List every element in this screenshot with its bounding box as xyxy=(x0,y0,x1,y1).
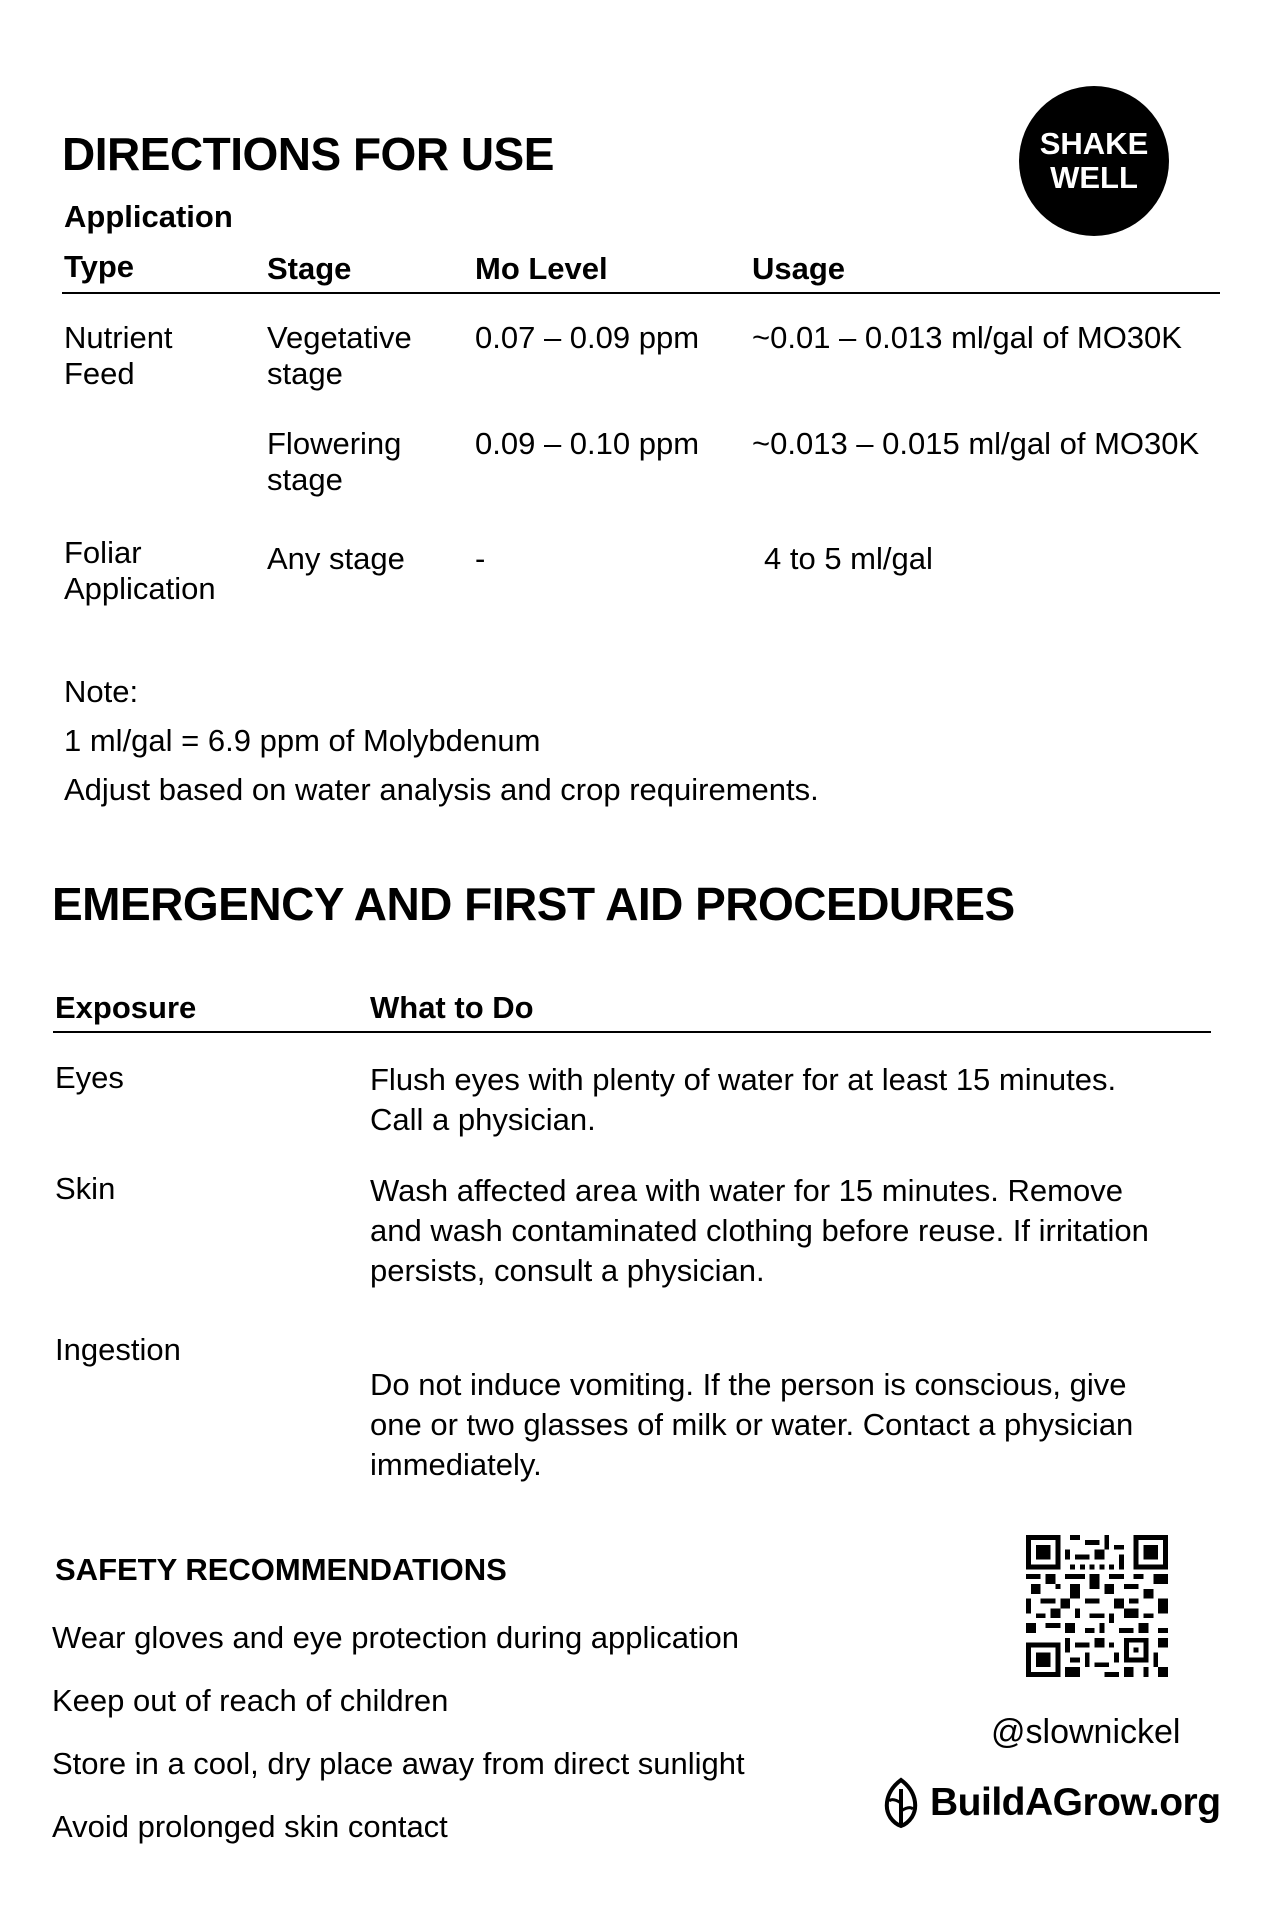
header-what-to-do: What to Do xyxy=(370,990,534,1025)
header-stage: Stage xyxy=(267,251,352,286)
dir-row-3-type-line2: Application xyxy=(64,571,216,606)
skin-line-1: Wash affected area with water for 15 minutes. Remove xyxy=(370,1173,1123,1208)
ingestion-instructions xyxy=(370,1365,1133,1485)
social-handle[interactable]: @slownickel xyxy=(991,1713,1181,1751)
dir-row-3-usage: 4 to 5 ml/gal xyxy=(764,541,933,576)
brand-logo[interactable] xyxy=(880,1777,1221,1829)
eyes-line-1: Flush eyes with plenty of water for at least 15 minutes. xyxy=(370,1062,1117,1097)
header-mo-level: Mo Level xyxy=(475,251,608,286)
dir-row-2-stage-line1: Flowering xyxy=(267,426,402,461)
ingestion-line-1: Do not induce vomiting. If the person is conscious, give xyxy=(370,1367,1127,1402)
safety-item-4: Avoid prolonged skin contact xyxy=(52,1809,448,1844)
brand-name: BuildAGrow.org xyxy=(930,1781,1221,1824)
dir-row-1-stage-line2: stage xyxy=(267,356,343,391)
dir-row-1-type-line2: Feed xyxy=(64,356,135,391)
exposure-ingestion: Ingestion xyxy=(55,1332,181,1367)
header-type-line1: Application xyxy=(64,199,233,234)
safety-item-3: Store in a cool, dry place away from direct sunlight xyxy=(52,1746,745,1781)
dir-row-1-type-line1: Nutrient xyxy=(64,320,173,355)
note-line-2: Adjust based on water analysis and crop requirements. xyxy=(64,772,819,807)
dir-row-3-mo-level: - xyxy=(475,541,486,576)
exposure-skin: Skin xyxy=(55,1171,116,1206)
dir-row-1-stage xyxy=(267,320,412,392)
dir-row-2-stage xyxy=(267,426,401,498)
eyes-line-2: Call a physician. xyxy=(370,1102,596,1137)
header-exposure: Exposure xyxy=(55,990,197,1025)
safety-title: SAFETY RECOMMENDATIONS xyxy=(55,1552,507,1587)
note-line-1: 1 ml/gal = 6.9 ppm of Molybdenum xyxy=(64,723,541,758)
exposure-eyes: Eyes xyxy=(55,1060,124,1095)
dir-row-3-type xyxy=(64,535,216,607)
qr-code[interactable] xyxy=(1026,1535,1168,1677)
directions-title: DIRECTIONS FOR USE xyxy=(62,128,554,180)
emergency-title: EMERGENCY AND FIRST AID PROCEDURES xyxy=(52,878,1015,930)
leaf-icon xyxy=(880,1777,922,1829)
shake-well-badge xyxy=(1019,86,1169,236)
skin-line-2: and wash contaminated clothing before reuse. If irritation xyxy=(370,1213,1149,1248)
ingestion-line-2: one or two glasses of milk or water. Contact a physician xyxy=(370,1407,1134,1442)
dir-row-2-usage: ~0.013 – 0.015 ml/gal of MO30K xyxy=(752,426,1200,461)
badge-line-2: WELL xyxy=(1050,160,1138,195)
dir-row-3-stage: Any stage xyxy=(267,541,405,576)
note-label: Note: xyxy=(64,674,139,709)
eyes-instructions xyxy=(370,1060,1116,1140)
header-usage: Usage xyxy=(752,251,846,286)
directions-header-rule xyxy=(62,292,1220,294)
header-type-line2: Type xyxy=(64,249,135,284)
safety-item-2: Keep out of reach of children xyxy=(52,1683,449,1718)
dir-row-1-stage-line1: Vegetative xyxy=(267,320,412,355)
dir-row-2-mo-level: 0.09 – 0.10 ppm xyxy=(475,426,700,461)
safety-item-1: Wear gloves and eye protection during application xyxy=(52,1620,740,1655)
dir-row-1-type xyxy=(64,320,173,392)
dir-row-1-usage: ~0.01 – 0.013 ml/gal of MO30K xyxy=(752,320,1182,355)
ingestion-line-3: immediately. xyxy=(370,1447,542,1482)
skin-line-3: persists, consult a physician. xyxy=(370,1253,765,1288)
dir-row-2-stage-line2: stage xyxy=(267,462,343,497)
dir-row-3-type-line1: Foliar xyxy=(64,535,142,570)
dir-row-1-mo-level: 0.07 – 0.09 ppm xyxy=(475,320,700,355)
badge-line-1: SHAKE xyxy=(1039,126,1149,161)
emergency-header-rule xyxy=(53,1031,1211,1033)
skin-instructions xyxy=(370,1171,1149,1291)
